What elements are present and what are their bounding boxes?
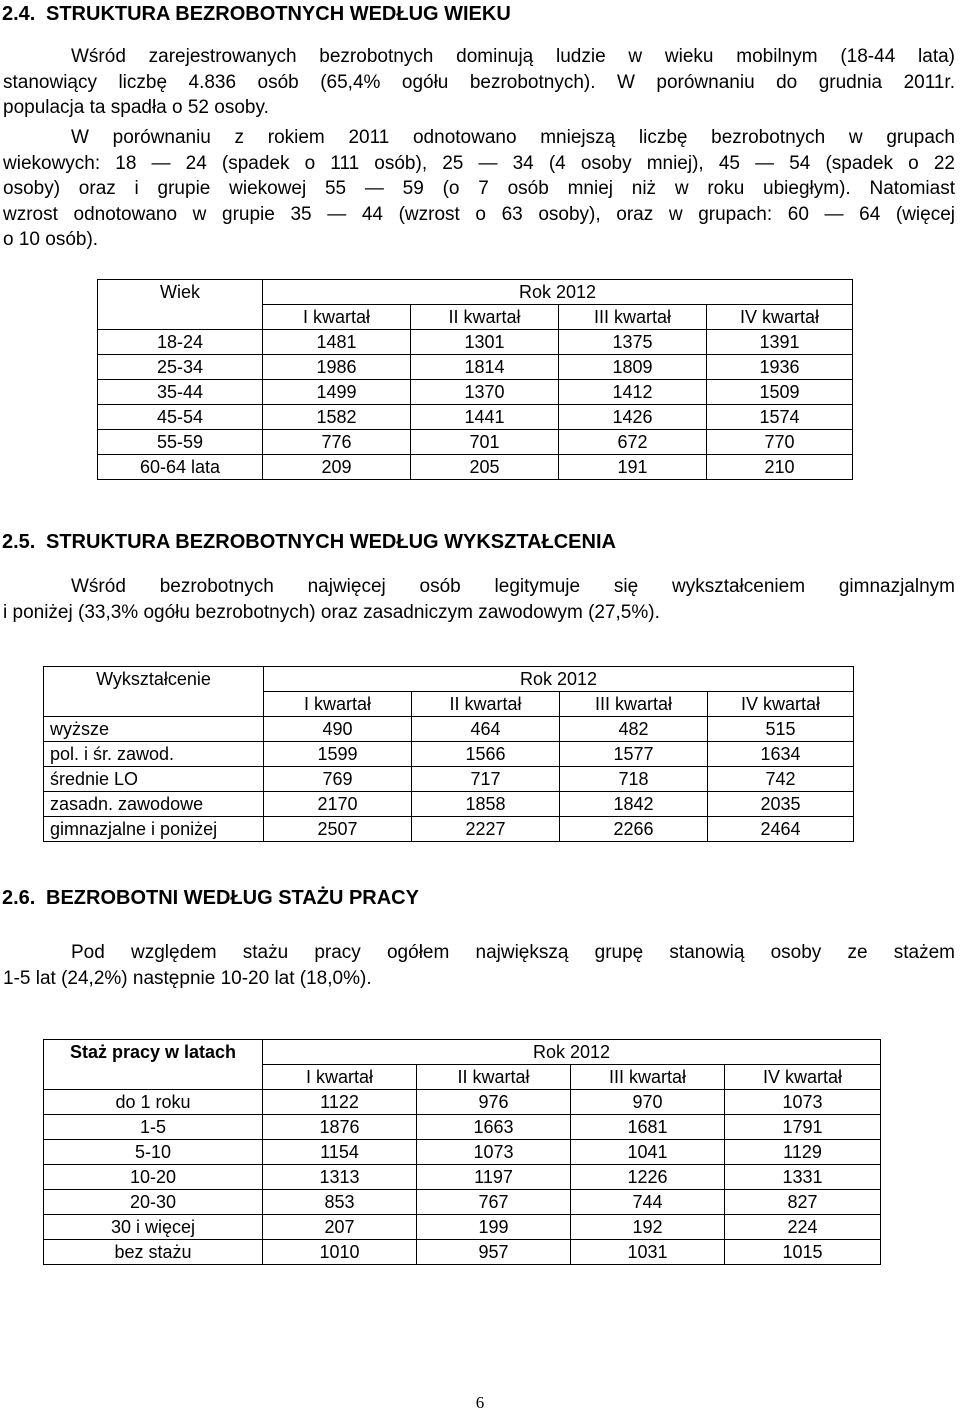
cell-value: 742: [708, 767, 854, 792]
column-header-year: Rok 2012: [264, 667, 854, 692]
section-number: 2.6.: [2, 887, 36, 909]
cell-value: 1509: [707, 380, 853, 405]
column-header-q1: I kwartał: [264, 692, 412, 717]
column-header-q3: III kwartał: [560, 692, 708, 717]
cell-value: 205: [411, 455, 559, 480]
text-line: i poniżej (33,3% ogółu bezrobotnych) oraz zasadniczym zawodowym (27,5%).: [3, 601, 660, 623]
row-label: 45-54: [98, 405, 263, 430]
cell-value: 224: [725, 1215, 881, 1240]
cell-value: 1574: [707, 405, 853, 430]
row-label: 10-20: [44, 1165, 263, 1190]
cell-value: 1791: [725, 1115, 881, 1140]
cell-value: 1876: [263, 1115, 417, 1140]
section-number: 2.5.: [2, 531, 36, 553]
cell-value: 207: [263, 1215, 417, 1240]
cell-value: 209: [263, 455, 411, 480]
row-label: zasadn. zawodowe: [44, 792, 264, 817]
cell-value: 1122: [263, 1090, 417, 1115]
cell-value: 1842: [560, 792, 708, 817]
column-header-q4: IV kwartał: [725, 1065, 881, 1090]
table-row: [44, 1215, 881, 1240]
section-number: 2.4.: [2, 3, 36, 25]
table-row: [98, 430, 853, 455]
column-header-q1: I kwartał: [263, 305, 411, 330]
cell-value: 2266: [560, 817, 708, 842]
cell-value: 770: [707, 430, 853, 455]
cell-value: 1331: [725, 1165, 881, 1190]
row-label: 60-64 lata: [98, 455, 263, 480]
cell-value: 2170: [264, 792, 412, 817]
column-header-q2: II kwartał: [417, 1065, 571, 1090]
table-seniority: [43, 1039, 881, 1265]
column-header-year: Rok 2012: [263, 280, 853, 305]
cell-value: 776: [263, 430, 411, 455]
table-education: [43, 666, 854, 842]
column-header-q2: II kwartał: [411, 305, 559, 330]
cell-value: 1634: [708, 742, 854, 767]
cell-value: 1391: [707, 330, 853, 355]
row-label: 1-5: [44, 1115, 263, 1140]
row-label: wyższe: [44, 717, 264, 742]
cell-value: 192: [571, 1215, 725, 1240]
column-header-education: Wykształcenie: [44, 667, 264, 717]
text-line: Pod względem stażu pracy ogółem największą grupę stanowią osoby ze stażem: [71, 942, 955, 963]
row-label: pol. i śr. zawod.: [44, 742, 264, 767]
column-header-q2: II kwartał: [412, 692, 560, 717]
row-label: do 1 roku: [44, 1090, 263, 1115]
table-row: [44, 1240, 881, 1265]
section-title-seniority: [2, 886, 419, 910]
row-label: 20-30: [44, 1190, 263, 1215]
cell-value: 515: [708, 717, 854, 742]
cell-value: 1313: [263, 1165, 417, 1190]
table-row: [44, 717, 854, 742]
cell-value: 1441: [411, 405, 559, 430]
cell-value: 701: [411, 430, 559, 455]
column-header-q3: III kwartał: [571, 1065, 725, 1090]
column-header-seniority: Staż pracy w latach: [44, 1040, 263, 1090]
cell-value: 1412: [559, 380, 707, 405]
cell-value: 490: [264, 717, 412, 742]
cell-value: 2035: [708, 792, 854, 817]
row-label: średnie LO: [44, 767, 264, 792]
cell-value: 970: [571, 1090, 725, 1115]
table-header-row: [44, 667, 854, 692]
cell-value: 744: [571, 1190, 725, 1215]
cell-value: 1936: [707, 355, 853, 380]
cell-value: 1073: [725, 1090, 881, 1115]
cell-value: 718: [560, 767, 708, 792]
table-row: [98, 405, 853, 430]
cell-value: 1986: [263, 355, 411, 380]
column-header-q4: IV kwartał: [708, 692, 854, 717]
text-line: populacja ta spadła o 52 osoby.: [3, 97, 269, 118]
cell-value: 1858: [412, 792, 560, 817]
column-header-q3: III kwartał: [559, 305, 707, 330]
cell-value: 1370: [411, 380, 559, 405]
cell-value: 1481: [263, 330, 411, 355]
cell-value: 1499: [263, 380, 411, 405]
cell-value: 1599: [264, 742, 412, 767]
text-line: Wśród bezrobotnych najwięcej osób legitymuje się wykształceniem gimnazjalnym: [71, 576, 955, 597]
table-row: [44, 817, 854, 842]
cell-value: 767: [417, 1190, 571, 1215]
table-row: [44, 1165, 881, 1190]
table-row: [98, 355, 853, 380]
cell-value: 1154: [263, 1140, 417, 1165]
section-title-age: [2, 2, 511, 26]
row-label: 5-10: [44, 1140, 263, 1165]
cell-value: 1301: [411, 330, 559, 355]
cell-value: 482: [560, 717, 708, 742]
text-line: wiekowych: 18 — 24 (spadek o 111 osób), 25 — 34 (4 osoby mniej), 45 — 54 (spadek o 22: [3, 152, 955, 174]
section-title-text: STRUKTURA BEZROBOTNYCH WEDŁUG WIEKU: [46, 3, 511, 25]
text-line: wzrost odnotowano w grupie 35 — 44 (wzrost o 63 osoby), oraz w grupach: 60 — 64 (więcej: [3, 203, 955, 225]
text-line: W porównaniu z rokiem 2011 odnotowano mniejszą liczbę bezrobotnych w grupach: [71, 127, 955, 148]
cell-value: 957: [417, 1240, 571, 1265]
row-label: 30 i więcej: [44, 1215, 263, 1240]
cell-value: 1010: [263, 1240, 417, 1265]
row-label: 18-24: [98, 330, 263, 355]
section-title-text: BEZROBOTNI WEDŁUG STAŻU PRACY: [46, 887, 419, 909]
table-row: [44, 1140, 881, 1165]
cell-value: 1582: [263, 405, 411, 430]
table-row: [44, 742, 854, 767]
row-label: bez stażu: [44, 1240, 263, 1265]
column-header-q4: IV kwartał: [707, 305, 853, 330]
column-header-q1: I kwartał: [263, 1065, 417, 1090]
table-row: [98, 330, 853, 355]
cell-value: 1197: [417, 1165, 571, 1190]
page-number: 6: [475, 1393, 485, 1412]
table-row: [44, 792, 854, 817]
table-header-row: [44, 1040, 881, 1065]
text-line: osoby) oraz i grupie wiekowej 55 — 59 (o 7 osób mniej niż w roku ubiegłym). Natomiast: [3, 178, 955, 199]
cell-value: 464: [412, 717, 560, 742]
cell-value: 210: [707, 455, 853, 480]
row-label: gimnazjalne i poniżej: [44, 817, 264, 842]
section-title-text: STRUKTURA BEZROBOTNYCH WEDŁUG WYKSZTAŁCENIA: [46, 531, 616, 553]
cell-value: 1041: [571, 1140, 725, 1165]
cell-value: 199: [417, 1215, 571, 1240]
cell-value: 2464: [708, 817, 854, 842]
cell-value: 1577: [560, 742, 708, 767]
cell-value: 2507: [264, 817, 412, 842]
paragraph-age-intro: [3, 44, 955, 121]
row-label: 55-59: [98, 430, 263, 455]
table-row: [44, 1090, 881, 1115]
table-row: [44, 767, 854, 792]
column-header-age: Wiek: [98, 280, 263, 330]
cell-value: 853: [263, 1190, 417, 1215]
cell-value: 769: [264, 767, 412, 792]
paragraph-seniority: [3, 940, 955, 991]
cell-value: 1073: [417, 1140, 571, 1165]
paragraph-education: [3, 574, 955, 625]
row-label: 35-44: [98, 380, 263, 405]
cell-value: 1681: [571, 1115, 725, 1140]
row-label: 25-34: [98, 355, 263, 380]
text-line: 1-5 lat (24,2%) następnie 10-20 lat (18,0%).: [3, 967, 372, 989]
table-row: [98, 380, 853, 405]
cell-value: 1814: [411, 355, 559, 380]
text-line: Wśród zarejestrowanych bezrobotnych dominują ludzie w wieku mobilnym (18-44 lata): [71, 46, 955, 67]
cell-value: 2227: [412, 817, 560, 842]
cell-value: 976: [417, 1090, 571, 1115]
table-row: [44, 1190, 881, 1215]
cell-value: 1031: [571, 1240, 725, 1265]
cell-value: 1809: [559, 355, 707, 380]
table-age: [97, 279, 853, 480]
table-row: [44, 1115, 881, 1140]
cell-value: 672: [559, 430, 707, 455]
table-row: [98, 455, 853, 480]
text-line: stanowiący liczbę 4.836 osób (65,4% ogółu bezrobotnych). W porównaniu do grudnia 2011r.: [3, 71, 955, 93]
cell-value: 1426: [559, 405, 707, 430]
cell-value: 1226: [571, 1165, 725, 1190]
text-line: o 10 osób).: [3, 229, 99, 250]
cell-value: 717: [412, 767, 560, 792]
table-header-row: [98, 280, 853, 305]
cell-value: 1663: [417, 1115, 571, 1140]
cell-value: 1129: [725, 1140, 881, 1165]
cell-value: 827: [725, 1190, 881, 1215]
cell-value: 1566: [412, 742, 560, 767]
section-title-education: [2, 530, 616, 554]
cell-value: 191: [559, 455, 707, 480]
cell-value: 1375: [559, 330, 707, 355]
cell-value: 1015: [725, 1240, 881, 1265]
paragraph-age-comparison: [3, 125, 955, 253]
column-header-year: Rok 2012: [263, 1040, 881, 1065]
